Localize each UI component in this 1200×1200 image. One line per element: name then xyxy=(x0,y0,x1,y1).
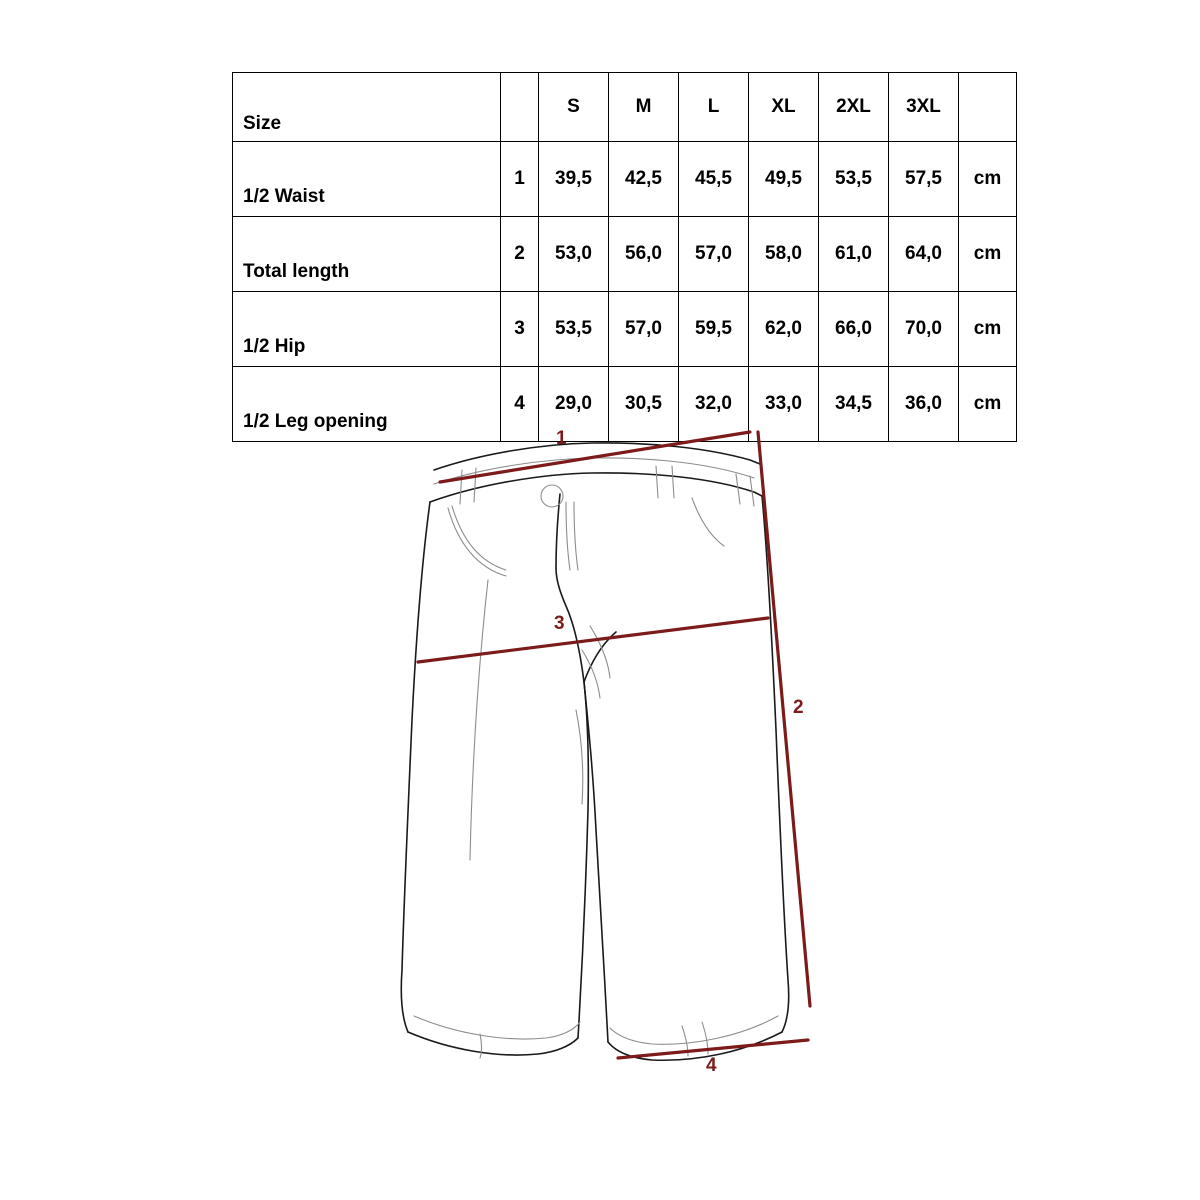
row-index-hip: 3 xyxy=(501,292,539,367)
table-row xyxy=(233,217,1017,292)
table-header-size-l: L xyxy=(679,73,749,142)
row-unit-hip: cm xyxy=(959,292,1017,367)
table-header-size-2xl: 2XL xyxy=(819,73,889,142)
row-label-total-length: Total length xyxy=(233,217,501,292)
cell-total-length-xl: 58,0 xyxy=(749,217,819,292)
cell-waist-s: 39,5 xyxy=(539,142,609,217)
cell-hip-xl: 62,0 xyxy=(749,292,819,367)
cell-leg-opening-3xl: 36,0 xyxy=(889,367,959,442)
cell-total-length-3xl: 64,0 xyxy=(889,217,959,292)
table-header-size-m: M xyxy=(609,73,679,142)
cell-leg-opening-s: 29,0 xyxy=(539,367,609,442)
size-chart-table xyxy=(232,72,1017,442)
cell-waist-2xl: 53,5 xyxy=(819,142,889,217)
cell-total-length-2xl: 61,0 xyxy=(819,217,889,292)
cell-total-length-l: 57,0 xyxy=(679,217,749,292)
table-row xyxy=(233,142,1017,217)
shorts-technical-drawing-icon xyxy=(330,410,890,1110)
table-row xyxy=(233,292,1017,367)
row-label-hip: 1/2 Hip xyxy=(233,292,501,367)
row-unit-total-length: cm xyxy=(959,217,1017,292)
measure-marker-2: 2 xyxy=(793,697,804,718)
cell-waist-xl: 49,5 xyxy=(749,142,819,217)
table-header-unit xyxy=(959,73,1017,142)
cell-hip-2xl: 66,0 xyxy=(819,292,889,367)
cell-waist-l: 45,5 xyxy=(679,142,749,217)
measure-marker-3: 3 xyxy=(554,613,565,634)
row-index-waist: 1 xyxy=(501,142,539,217)
row-index-total-length: 2 xyxy=(501,217,539,292)
table-header-size-s: S xyxy=(539,73,609,142)
measure-line-waist xyxy=(440,432,750,482)
row-label-waist: 1/2 Waist xyxy=(233,142,501,217)
cell-leg-opening-xl: 33,0 xyxy=(749,367,819,442)
cell-total-length-m: 56,0 xyxy=(609,217,679,292)
cell-total-length-s: 53,0 xyxy=(539,217,609,292)
shorts-measurement-diagram xyxy=(330,410,890,1110)
cell-hip-3xl: 70,0 xyxy=(889,292,959,367)
table-header-index xyxy=(501,73,539,142)
cell-hip-m: 57,0 xyxy=(609,292,679,367)
size-chart-table-container xyxy=(232,72,1002,442)
cell-leg-opening-m: 30,5 xyxy=(609,367,679,442)
row-unit-waist: cm xyxy=(959,142,1017,217)
table-header-size-3xl: 3XL xyxy=(889,73,959,142)
measure-marker-1: 1 xyxy=(556,428,567,449)
cell-leg-opening-l: 32,0 xyxy=(679,367,749,442)
table-header-row xyxy=(233,73,1017,142)
cell-waist-m: 42,5 xyxy=(609,142,679,217)
cell-hip-s: 53,5 xyxy=(539,292,609,367)
measure-marker-4: 4 xyxy=(706,1055,717,1076)
cell-hip-l: 59,5 xyxy=(679,292,749,367)
measure-line-hip xyxy=(418,618,768,662)
cell-leg-opening-2xl: 34,5 xyxy=(819,367,889,442)
table-header-size-xl: XL xyxy=(749,73,819,142)
row-unit-leg-opening: cm xyxy=(959,367,1017,442)
row-index-leg-opening: 4 xyxy=(501,367,539,442)
row-label-leg-opening: 1/2 Leg opening xyxy=(233,367,501,442)
cell-waist-3xl: 57,5 xyxy=(889,142,959,217)
table-header-size-label: Size xyxy=(233,73,501,142)
